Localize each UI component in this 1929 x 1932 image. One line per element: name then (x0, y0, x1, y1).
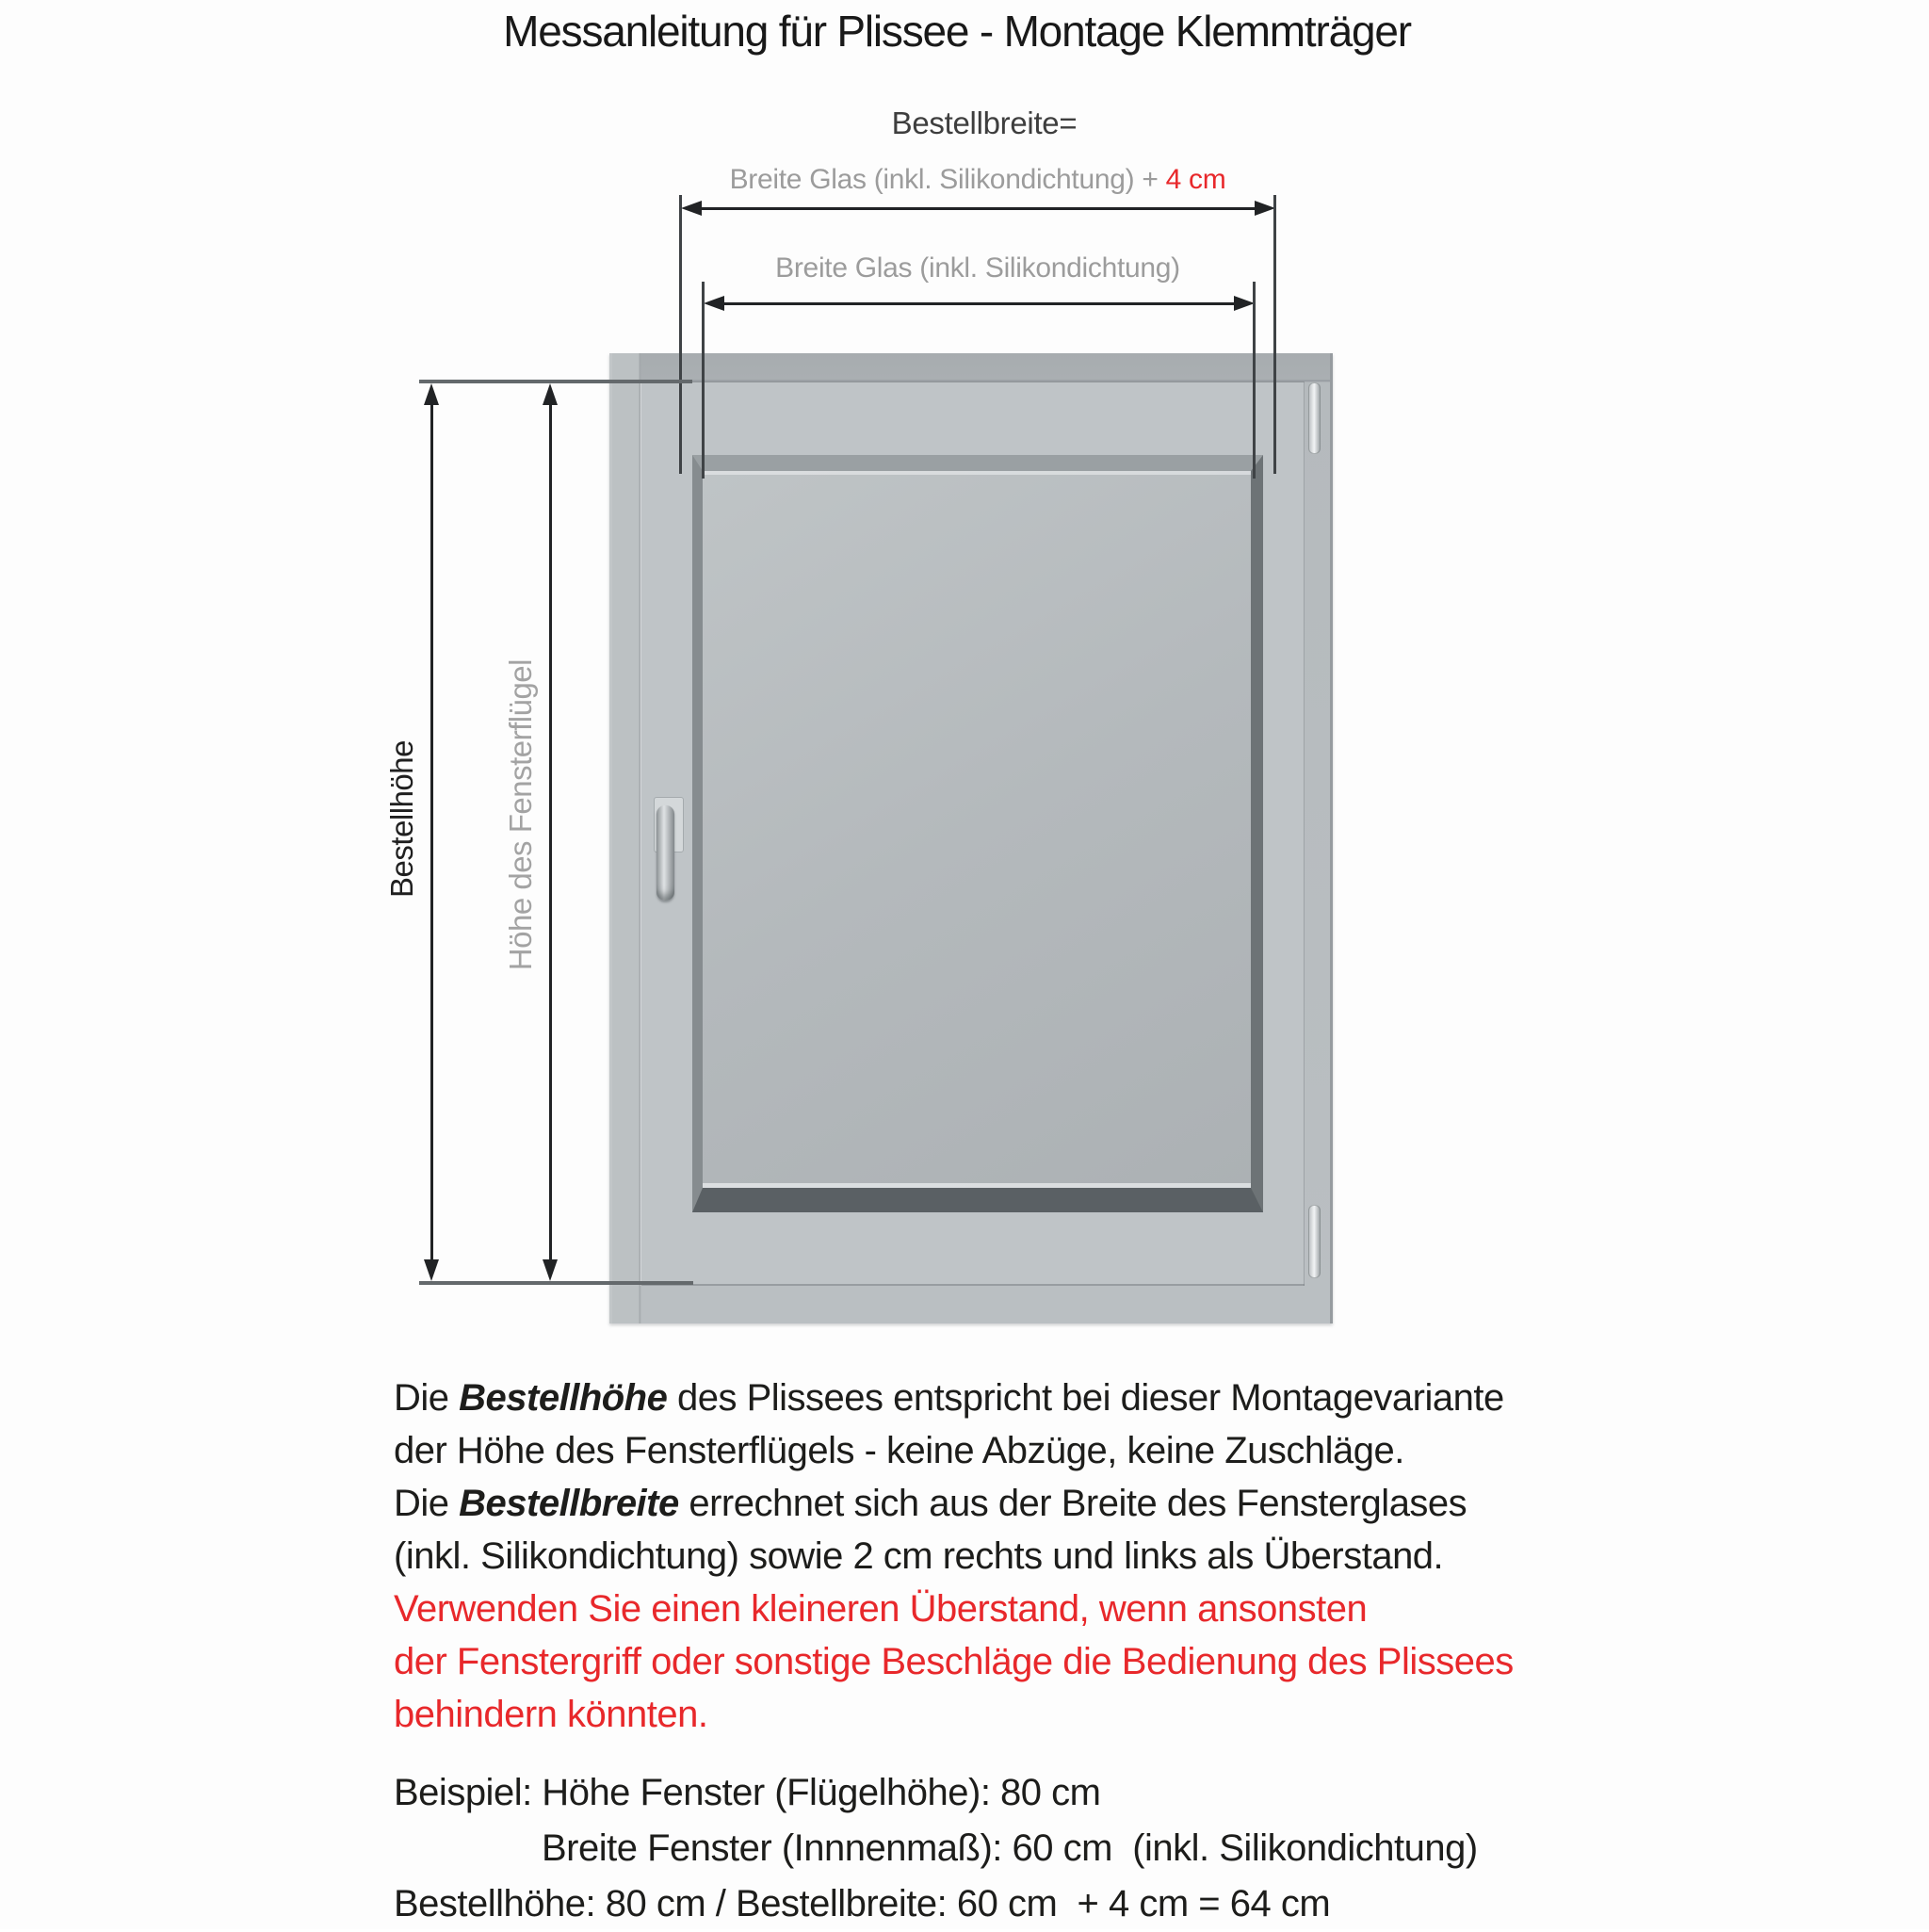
arrow-head-right-icon (1234, 296, 1255, 311)
order-width-dimension-arrow (681, 201, 1275, 217)
arrow-shaft (430, 393, 433, 1272)
glass-width-dimension-arrow (704, 296, 1255, 312)
bestellhoehe-term: Bestellhöhe (459, 1377, 668, 1419)
order-height-label: Bestellhöhe (384, 740, 419, 898)
text-segment: des Plissees entspricht bei dieser Montagevariante (667, 1377, 1504, 1419)
arrow-head-down-icon (543, 1259, 558, 1281)
extension-line-outer-left (679, 195, 682, 474)
glass-width-plus-gray-text: Breite Glas (inkl. Silikondichtung) + (729, 164, 1166, 195)
arrow-head-left-icon (704, 296, 724, 311)
explanation-line-4: (inkl. Silikondichtung) sowie 2 cm rechts und links als Überstand. (394, 1535, 1444, 1577)
sash-height-dimension-arrow (543, 383, 559, 1281)
arrow-head-down-icon (424, 1259, 439, 1281)
explanation-line-1 (394, 1372, 1514, 1424)
page-title: Messanleitung für Plissee - Montage Klemmträger (503, 7, 1411, 56)
height-tick-bottom (419, 1281, 693, 1285)
arrow-head-up-icon (543, 383, 558, 405)
glass-width-plus-label (730, 164, 1226, 196)
window-handle (657, 805, 674, 901)
window-hinge-top (1308, 382, 1321, 454)
glass-width-label: Breite Glas (inkl. Silikondichtung) (775, 252, 1180, 284)
warning-line-1: Verwenden Sie einen kleineren Überstand, wenn ansonsten (394, 1588, 1368, 1630)
arrow-head-left-icon (681, 201, 702, 216)
example-line-2: Breite Fenster (Innnenmaß): 60 cm (inkl. Silikondichtung) (542, 1827, 1478, 1869)
order-width-label: Bestellbreite= (891, 106, 1078, 140)
extension-line-outer-right (1273, 195, 1276, 474)
explanation-line-3 (394, 1477, 1514, 1530)
text-segment: errechnet sich aus der Breite des Fensterglases (678, 1483, 1467, 1524)
text-segment: Die (394, 1377, 460, 1419)
order-height-dimension-arrow (424, 383, 440, 1281)
arrow-shaft (715, 302, 1243, 305)
arrow-shaft (692, 207, 1264, 210)
glass-width-plus-red-value: 4 cm (1165, 164, 1226, 195)
window-hinge-bottom (1308, 1205, 1321, 1278)
explanation-line-2: der Höhe des Fensterflügels - keine Abzüge, keine Zuschläge. (394, 1430, 1404, 1471)
arrow-shaft (549, 393, 552, 1272)
sash-height-label: Höhe des Fensterflügel (503, 659, 538, 971)
example-line-1: Beispiel: Höhe Fenster (Flügelhöhe): 80 cm (394, 1772, 1101, 1813)
warning-line-2: der Fenstergriff oder sonstige Beschläge die Bedienung des Plissees (394, 1641, 1514, 1682)
window-illustration (609, 353, 1333, 1323)
text-segment: Die (394, 1483, 460, 1524)
explanation-text (394, 1372, 1514, 1932)
warning-line-3: behindern könnten. (394, 1694, 708, 1735)
extension-line-inner-left (702, 282, 705, 479)
bestellbreite-term: Bestellbreite (459, 1483, 679, 1524)
example-block (394, 1765, 1514, 1932)
window-glass (692, 455, 1263, 1212)
example-line-3: Bestellhöhe: 80 cm / Bestellbreite: 60 cm + 4 cm = 64 cm (394, 1883, 1331, 1924)
arrow-head-up-icon (424, 383, 439, 405)
arrow-head-right-icon (1255, 201, 1275, 216)
extension-line-inner-right (1253, 282, 1256, 479)
